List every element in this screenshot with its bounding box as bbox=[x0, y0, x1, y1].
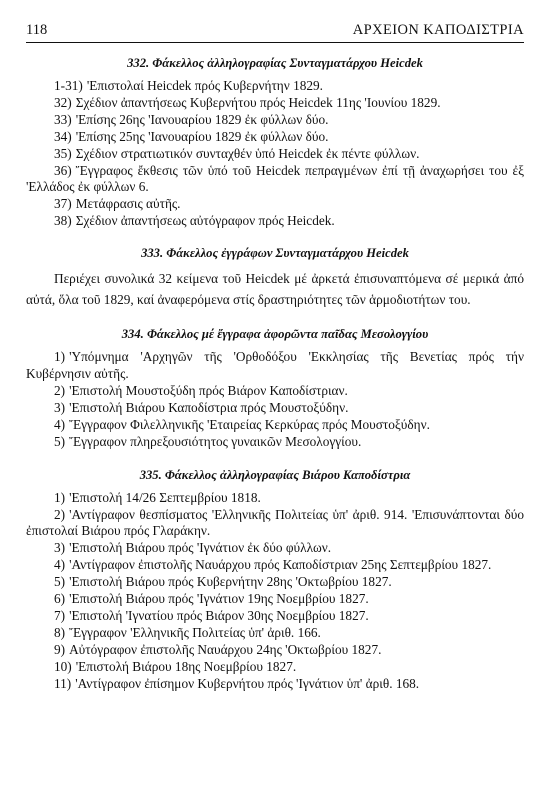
list-item: 8) Ἔγγραφον 'Ελληνικῆς Πολιτείας ὑπ' ἀριθ. 166. bbox=[54, 624, 321, 640]
list-item: 2) 'Επιστολή Μουστοξύδη πρός Βιάρον Καποδίστριαν. bbox=[54, 382, 348, 398]
list-item: 9) Αὐτόγραφον ἐπιστολῆς Ναυάρχου 24ης 'Οκτωβρίου 1827. bbox=[54, 641, 382, 657]
section-description: Περιέχει συνολικά 32 κείμενα τοῦ Heicdek μέ ἀρκετά ἐπισυναπτόμενα σέ μερικά ἀπό αὐτά, ὅλα τοῦ 1829, καί ἀναφερόμενα στίς δραστηριότητες τῶν ἁρμοδιοτήτων του. bbox=[26, 271, 524, 308]
list-item: 5) 'Επιστολή Βιάρου πρός Κυβερνήτην 28ης 'Οκτωβρίου 1827. bbox=[54, 574, 392, 590]
section-title: 332. Φάκελλος ἀλληλογραφίας Συνταγματάρχου Heicdek bbox=[127, 56, 423, 70]
list-item: 4) Ἔγγραφον Φιλελληνικῆς 'Εταιρείας Κερκύρας πρός Μουστοξύδην. bbox=[54, 416, 430, 432]
list-item: 37) Μετάφρασις αὐτῆς. bbox=[54, 196, 181, 212]
section-title: 333. Φάκελλος ἐγγράφων Συνταγματάρχου Heicdek bbox=[141, 246, 409, 261]
running-head bbox=[26, 22, 524, 43]
list-item: 32) Σχέδιον ἀπαντήσεως Κυβερνήτου πρός Heicdek 11ης 'Ιουνίου 1829. bbox=[54, 94, 441, 110]
list-item: 34) 'Επίσης 25ης 'Ιανουαρίου 1829 ἐκ φύλλων δύο. bbox=[54, 128, 329, 144]
list-item: 1-31) 'Επιστολαί Heicdek πρός Κυβερνήτην 1829. bbox=[54, 78, 323, 93]
section-335 bbox=[26, 468, 524, 693]
list-item: 3) 'Επιστολή Βιάρου Καποδίστρια πρός Μουστοξύδην. bbox=[54, 399, 349, 415]
list-item: 3) 'Επιστολή Βιάρου πρός 'Ιγνάτιον ἐκ δύο φύλλων. bbox=[54, 540, 332, 556]
page-number: 118 bbox=[26, 22, 48, 38]
list-item: 1) 'Επιστολή 14/26 Σεπτεμβρίου 1818. bbox=[54, 489, 261, 505]
list-item: 35) Σχέδιον στρατιωτικόν συνταχθέν ὑπό Heicdek ἐκ πέντε φύλλων. bbox=[54, 145, 420, 161]
list-item: 33) 'Επίσης 26ης 'Ιανουαρίου 1829 ἐκ φύλλων δύο. bbox=[54, 111, 329, 127]
list-item: 4) 'Αντίγραφον ἐπιστολῆς Ναυάρχου πρός Καποδίστριαν 25ης Σεπτεμβρίου 1827. bbox=[54, 557, 492, 573]
list-item: 1) 'Υπόμνημα 'Αρχηγῶν τῆς 'Ορθοδόξου 'Εκκλησίας τῆς Βενετίας πρός τήν Κυβέρνησιν αὐτῆς. bbox=[26, 349, 524, 382]
book-title: ΑΡΧΕΙΟΝ ΚΑΠΟΔΙΣΤΡΙΑ bbox=[352, 22, 524, 38]
list-item: 10) 'Επιστολή Βιάρου 18ης Νοεμβρίου 1827. bbox=[54, 658, 297, 674]
section-334 bbox=[26, 327, 524, 450]
section-333 bbox=[26, 246, 524, 310]
list-item: 36) Ἔγγραφος ἔκθεσις τῶν ὑπό τοῦ Heicdek πεπραγμένων ἐπί τῇ ἀναχωρήσει του ἐξ 'Ελλάδος ἐκ φύλλων 6. bbox=[26, 162, 524, 195]
list-item: 11) 'Αντίγραφον ἐπίσημον Κυβερνήτου πρός 'Ιγνάτιον ὑπ' ἀριθ. 168. bbox=[54, 675, 420, 691]
section-title: 335. Φάκελλος ἀλληλογραφίας Βιάρου Καποδίστρια bbox=[139, 467, 411, 482]
section-title: 334. Φάκελλος μέ ἔγγραφα ἀφορῶντα παῖδας Μεσολογγίου bbox=[121, 327, 429, 342]
list-item: 2) 'Αντίγραφον θεσπίσματος 'Ελληνικῆς Πολιτείας ὑπ' ἀριθ. 914. 'Επισυνάπτονται δύο ἐπιστολαί Βιάρου πρός Γλαράκην. bbox=[26, 506, 524, 539]
list-item: 7) 'Επιστολή 'Ιγνατίου πρός Βιάρον 30ης Νοεμβρίου 1827. bbox=[54, 607, 369, 623]
list-item: 38) Σχέδιον ἀπαντήσεως αὐτόγραφον πρός Heicdek. bbox=[54, 213, 335, 229]
section-332 bbox=[26, 56, 524, 230]
list-item: 5) Ἔγγραφον πληρεξουσιότητος γυναικῶν Μεσολογγίου. bbox=[54, 433, 362, 449]
list-item: 6) 'Επιστολή Βιάρου πρός 'Ιγνάτιον 19ης Νοεμβρίου 1827. bbox=[54, 591, 369, 607]
